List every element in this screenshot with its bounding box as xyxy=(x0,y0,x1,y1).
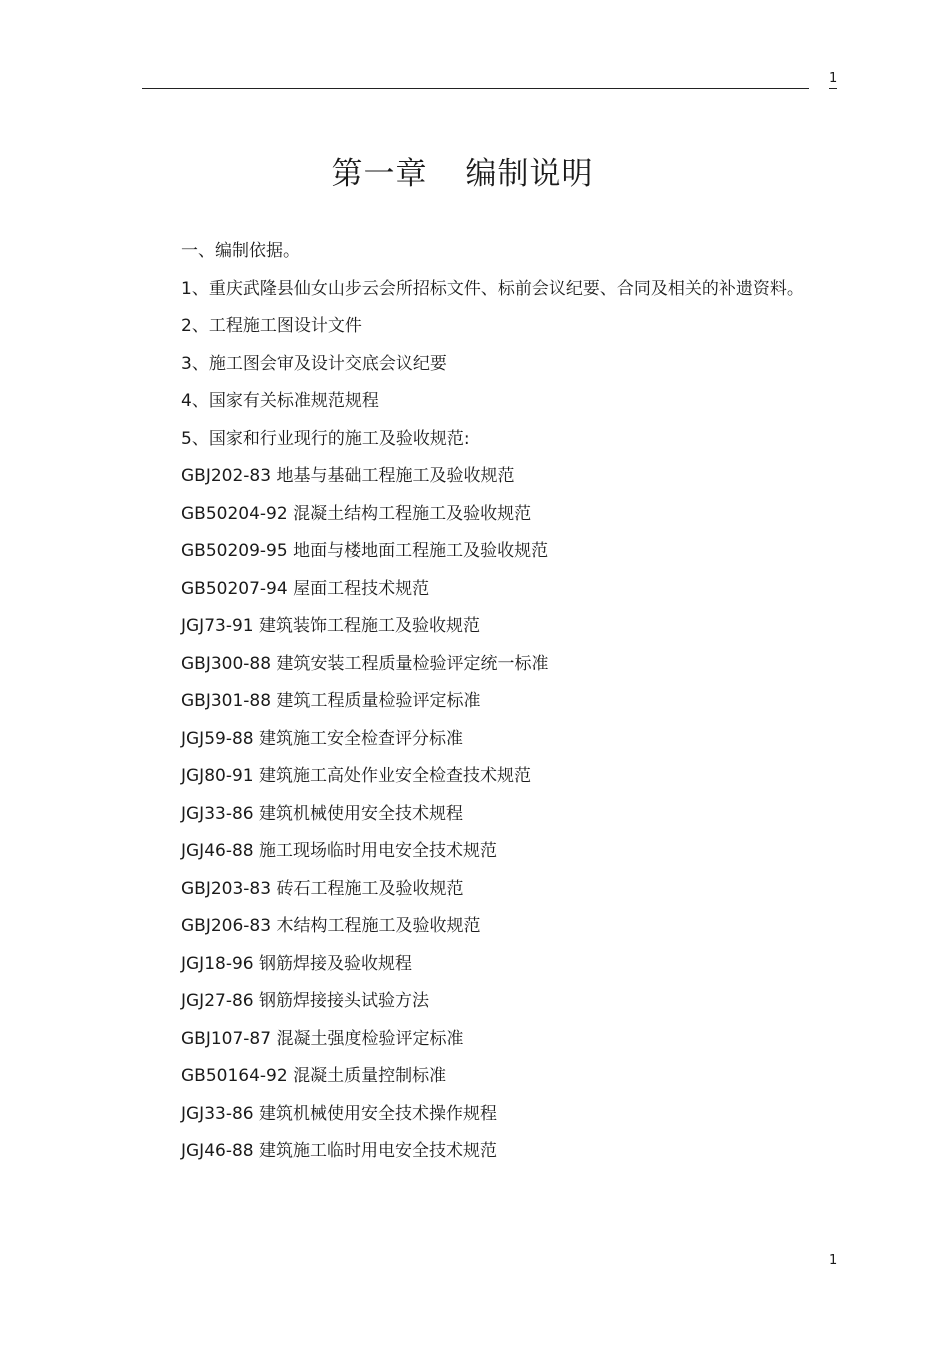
document-body xyxy=(142,233,807,1171)
standard-item: GB50207-94 屋面工程技术规范 xyxy=(181,578,430,599)
standard-item: GBJ301-88 建筑工程质量检验评定标准 xyxy=(181,691,481,711)
chapter-title xyxy=(0,152,925,196)
list-item: 1、重庆武隆县仙女山步云会所招标文件、标前会议纪要、合同及相关的补遗资料。 xyxy=(181,278,804,299)
standard-item: JGJ27-86 钢筋焊接接头试验方法 xyxy=(181,991,430,1011)
standard-item: GB50209-95 地面与楼地面工程施工及验收规范 xyxy=(181,541,549,561)
standard-item: GB50204-92 混凝土结构工程施工及验收规范 xyxy=(181,503,532,524)
standard-item: GB50164-92 混凝土质量控制标准 xyxy=(181,1066,447,1086)
standard-item: JGJ46-88 建筑施工临时用电安全技术规范 xyxy=(181,1141,498,1161)
standard-item: GBJ203-83 砖石工程施工及验收规范 xyxy=(181,878,464,899)
header-page-number: 1 xyxy=(829,71,837,89)
standard-item: JGJ59-88 建筑施工安全检查评分标准 xyxy=(181,728,464,749)
chapter-number: 第一章 xyxy=(331,156,428,192)
chapter-name: 编制说明 xyxy=(465,156,594,192)
list-item: 4、国家有关标准规范规程 xyxy=(181,391,379,411)
list-item: 3、施工图会审及设计交底会议纪要 xyxy=(181,353,447,374)
list-item: 2、工程施工图设计文件 xyxy=(181,316,362,336)
standard-item: JGJ33-86 建筑机械使用安全技术操作规程 xyxy=(181,1103,498,1124)
footer-page-number: 1 xyxy=(829,1253,838,1268)
standard-item: JGJ33-86 建筑机械使用安全技术规程 xyxy=(181,803,464,824)
standard-item: GBJ206-83 木结构工程施工及验收规范 xyxy=(181,916,481,936)
standard-item: JGJ18-96 钢筋焊接及验收规程 xyxy=(181,953,413,974)
list-item: 5、国家和行业现行的施工及验收规范: xyxy=(181,428,470,449)
section-heading: 一、编制依据。 xyxy=(181,241,300,261)
standard-item: JGJ46-88 施工现场临时用电安全技术规范 xyxy=(181,841,498,861)
standard-item: GBJ202-83 地基与基础工程施工及验收规范 xyxy=(181,466,515,486)
standard-item: GBJ300-88 建筑安装工程质量检验评定统一标准 xyxy=(181,653,549,674)
header-rule xyxy=(142,88,809,89)
standard-item: JGJ73-91 建筑装饰工程施工及验收规范 xyxy=(181,616,481,636)
standard-item: JGJ80-91 建筑施工高处作业安全检查技术规范 xyxy=(181,766,532,786)
standard-item: GBJ107-87 混凝土强度检验评定标准 xyxy=(181,1028,464,1049)
